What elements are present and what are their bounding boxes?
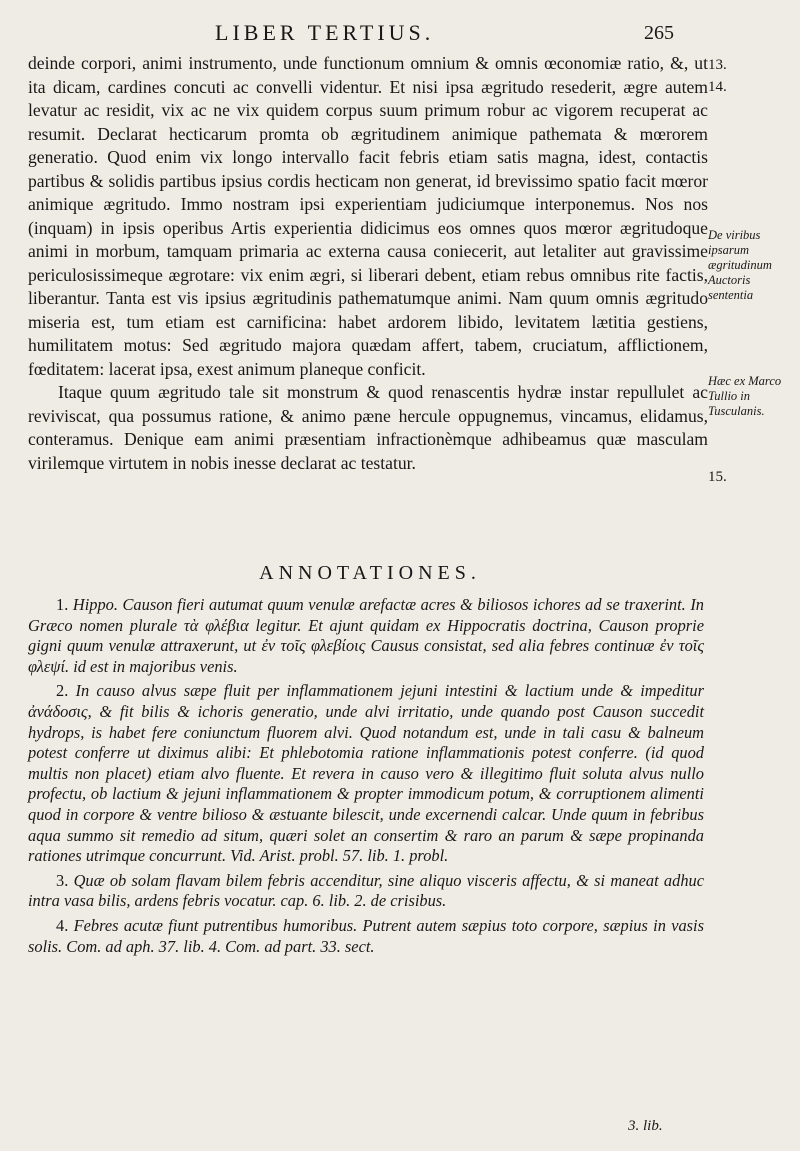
annotation-text: Febres acutæ fiunt putrentibus humoribus. Putrent autem sæpius toto corpore, sæpius in vasis solis. Com. ad aph. 37. lib. 4. Com. ad part. 33. sect. (28, 915, 704, 956)
margin-number-15: 15. (708, 469, 727, 485)
annotation-number: 2. (56, 681, 69, 701)
page-number: 265 (644, 22, 674, 44)
page-header (0, 20, 800, 50)
annotation-1 (28, 595, 704, 677)
section-heading: ANNOTATIONES. (259, 562, 481, 584)
annotation-number: 1. (56, 595, 69, 614)
annotation-text: Quæ ob solam flavam bilem febris accenditur, sine aliquo visceris affectu, & si maneat adhuc intra vasa bilis, ardens febris vocatur. cap. 6. lib. 2. de crisibus. (28, 870, 704, 911)
annotation-3 (28, 871, 704, 912)
margin-number-14: 14. (708, 79, 727, 95)
annotations-list (28, 595, 704, 961)
catchword: 3. lib. (628, 1118, 663, 1134)
running-head: LIBER TERTIUS. (215, 20, 435, 45)
annotation-2 (28, 681, 704, 866)
margin-number-13: 13. (708, 57, 727, 73)
margin-note-haec-ex: Hæc ex Marco Tullio in Tusculanis. (708, 374, 782, 418)
margin-note-de-viribus: De viribus ipsarum ægritudinum Auctoris sententia (708, 228, 772, 302)
annotation-4 (28, 916, 704, 957)
main-text (28, 52, 708, 475)
body-paragraph-1: deinde corpori, animi instrumento, unde functionum omnium & omnis œconomiæ ratio, &, ut ita dicam, cardines concuti ac convelli videntur. Et nisi ipsa ægritudo resederit, ægre autem levatur ac residit, vix ac ne vix quidem corpus suum primum robur ac vigorem recuperat ac resumit. Declarat hecticarum promta ob ægritudinem animique pathemata & mœrorem generatio. Quod enim vix longo intervallo facit febris etiam satis magna, idest, contactis partibus & solidis partibus ipsius cordis hecticam non generat, id brevissimo spatio facit mœror animique ægritudo. Immo nostram ipsi experientiam judiciumque interponemus. Nos nos (inquam) in ipsis operibus Artis experientia didicimus eos omnes quos mœror ægritudoque animi in morbum, tamquam primaria ac externa causa coniecerit, aut letaliter aut gravissime periculosissimeque ægrotare: vix enim ægri, si liberari debent, etiam rebus omnibus rite factis, liberantur. Tanta est vis ipsius ægritudinis pathematumque animi. Nam quum omnis ægritudo miseria est, tum etiam est carnificina: habet ardorem libido, levitatem lætitia gestiens, humilitatem motus: Sed ægritudo majora quædam affert, tabem, cruciatum, afflictionem, fœditatem: lacerat ipsa, exest animum planeque conficit. (28, 53, 708, 379)
annotation-number: 4. (56, 915, 69, 935)
annotation-text: Hippo. Causon fieri autumat quum venulæ arefactæ acres & biliosos ichores ad se traxerint. In Græco nomen plurale τὰ φλέβια legitur. Et ajunt quidam ex Hippocratis doctrina, Causon proprie gigni quum venulæ attraxerunt, ut ἐν τοῖς φλεβίοις Causus consistat, sed alia febres continuæ ἐν τοῖς φλεψί. id est in majoribus venis. (28, 595, 704, 676)
body-paragraph-2: Itaque quum ægritudo tale sit monstrum & quod renascentis hydræ instar repullulet ac reviviscat, qua possumus ratione, & animo pæne hercule oppugnemus, vincamus, elidamus, conteramus. Denique eam animi præsentiam infractionèmque adhibeamus quæ masculam virilemque virtutem in nobis inesse declarat ac testatur. (28, 382, 708, 473)
annotation-number: 3. (56, 870, 69, 890)
annotation-text: In causo alvus sæpe fluit per inflammationem jejuni intestini & lactium unde & impeditur ἀνάδοσις, & fit bilis & ichoris generatio, unde alvi irritatio, unde quando post Causon succedit hydrops, is habet fere coniunctum fluorem alvi. Quod notandum est, unde in tali casu & balneum potest conferre ut diximus alibi: Et phlebotomia ratione inflammationis potest conferre. (id quod multis non placet) etiam alvo fluente. Et revera in causo vero & illegitimo fluit soluta alvus nullo profectu, ob lactium & jejuni inflammationem & propter immodicum potum, & corruptionem alimenti quod in corpore & ventre bilioso & æstuante bilescit, unde excernendi calcar. Unde quum in febribus aqua summo sit remedio ad situm, quæri solet an consertim & raro an parum & sæpe propinanda rationes utrimque concurrunt. Vid. Arist. probl. 57. lib. 1. probl. (28, 681, 704, 866)
